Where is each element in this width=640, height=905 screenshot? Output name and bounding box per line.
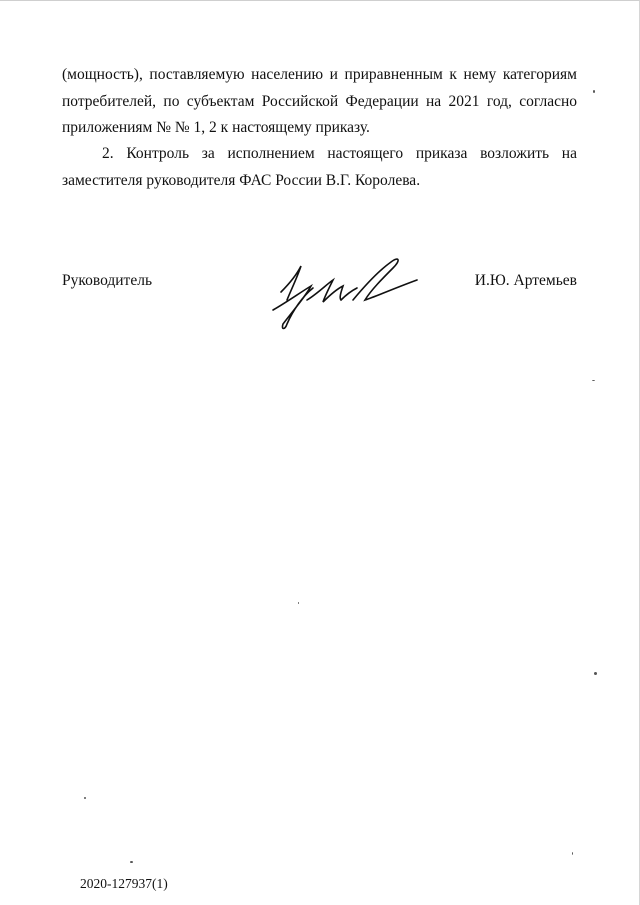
paragraph-2-line-2: заместителя руководителя ФАС России В.Г. Королева. xyxy=(62,171,421,189)
paragraph-2 xyxy=(62,141,577,194)
handwritten-signature-icon xyxy=(267,244,422,334)
paragraph-1 xyxy=(62,62,577,142)
paragraph-1-line-1: (мощность), поставляемую населению и приравненным к нему категориям xyxy=(62,66,577,83)
signature-block xyxy=(62,272,577,332)
signatory-name: И.Ю. Артемьев xyxy=(474,272,577,289)
scan-speck xyxy=(130,861,133,863)
signatory-role: Руководитель xyxy=(62,272,153,289)
scan-speck xyxy=(594,672,597,675)
scan-speck xyxy=(84,797,86,799)
document-number: 2020-127937(1) xyxy=(80,876,168,891)
scan-speck xyxy=(593,90,595,93)
scan-speck xyxy=(592,380,595,381)
scan-speck xyxy=(298,602,299,604)
paragraph-1-line-3: приложениям № № 1, 2 к настоящему приказу. xyxy=(62,119,370,136)
scan-speck xyxy=(572,852,573,855)
paragraph-2-line-1: 2. Контроль за исполнением настоящего приказа возложить на xyxy=(102,145,577,162)
paragraph-1-line-2: потребителей, по субъектам Российской Федерации на 2021 год, согласно xyxy=(62,92,577,110)
